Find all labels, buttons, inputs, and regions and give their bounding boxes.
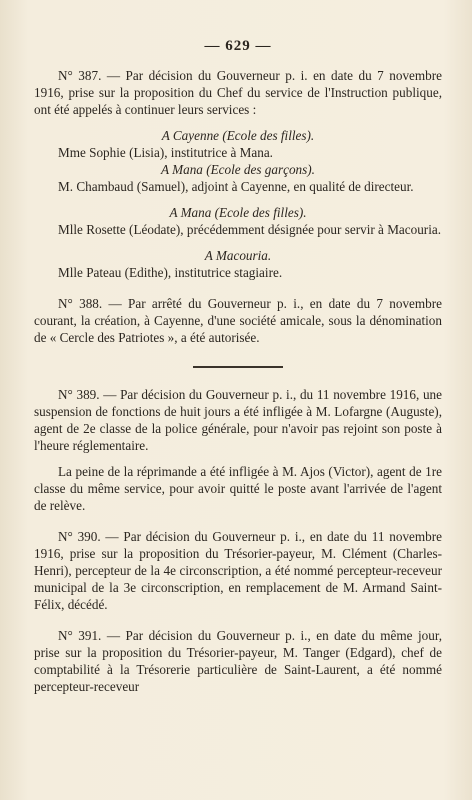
decision-390: N° 390. — Par décision du Gouverneur p. i., en date du 11 novembre 1916, prise sur la proposition du Trésorier-payeur, M. Clément (Charles-Henri), percepteur de la 4e circonscription, a été nommé percepteur-receveur municipal de la 3e circonscription, en remplacement de M. Armand Saint-Félix, décédé. <box>34 529 442 612</box>
heading-macouria: A Macouria. <box>204 248 272 263</box>
page-number: — 629 — <box>204 38 272 54</box>
decision-389-reprimand: La peine de la réprimande a été infligée à M. Ajos (Victor), agent de 1re classe du même service, pour avoir quitté le poste avant l'arrivée de l'agent de relève. <box>34 464 442 513</box>
heading-mana-girls: A Mana (Ecole des filles). <box>169 205 307 220</box>
section-separator <box>193 366 283 368</box>
appointment-pateau: Mlle Pateau (Edithe), institutrice stagiaire. <box>58 265 283 280</box>
heading-cayenne-girls: A Cayenne (Ecole des filles). <box>161 128 315 143</box>
heading-mana-boys: A Mana (Ecole des garçons). <box>161 162 315 177</box>
appointment-sophie: Mme Sophie (Lisia), institutrice à Mana. <box>58 145 273 160</box>
appointment-rosette: Mlle Rosette (Léodate), précédemment désignée pour servir à Macouria. <box>58 222 442 237</box>
decision-389: N° 389. — Par décision du Gouverneur p. i., du 11 novembre 1916, une suspension de fonctions de huit jours a été infligée à M. Lofargne (Auguste), agent de 2e classe de la police générale, pour n'avoir pas rejoint son poste à l'heure réglementaire. <box>34 387 442 453</box>
decision-388: N° 388. — Par arrêté du Gouverneur p. i., en date du 7 novembre courant, la création, à Cayenne, d'une société amicale, sous la dénomination de « Cercle des Patriotes », a été autorisée. <box>34 296 442 345</box>
appointment-chambaud: M. Chambaud (Samuel), adjoint à Cayenne, en qualité de directeur. <box>58 179 414 194</box>
decision-387: N° 387. — Par décision du Gouverneur p. i. en date du 7 novembre 1916, prise sur la proposition du Chef du service de l'Instruction publique, ont été appelés à continuer leurs services : <box>34 68 442 117</box>
decision-391: N° 391. — Par décision du Gouverneur p. i., en date du même jour, prise sur la proposition du Trésorier-payeur, M. Tanger (Edgard), chef de comptabilité à la Trésorerie particulière de Saint-Laurent, a été nommé percepteur-receveur <box>34 628 442 694</box>
